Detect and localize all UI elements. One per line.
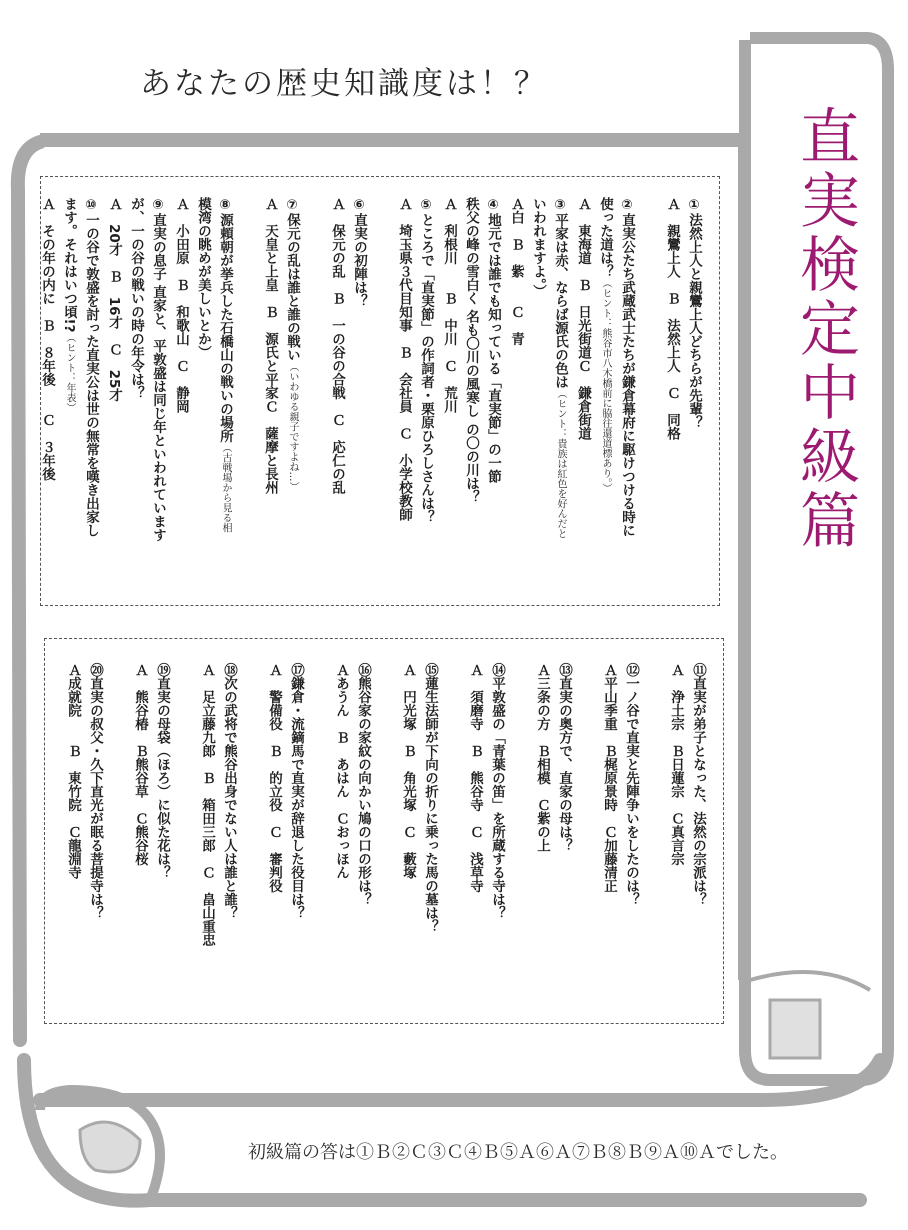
- question-text: ⑤ところで「直実節」の作詞者・栗原ひろしさんは？: [418, 197, 434, 524]
- question-text: ⑦保元の乱は誰と誰の戦い（いわゆる親子ですよね…）: [284, 197, 300, 492]
- question-item: [665, 663, 709, 906]
- question-item: [326, 197, 370, 494]
- answer-options: Ａ成就院 Ｂ 東竹院 Ｃ龍淵寺: [65, 663, 81, 879]
- vertical-title: 直実検定中級篇: [790, 105, 860, 553]
- question-item: [661, 197, 705, 440]
- question-text: ⑱次の武将で熊谷出身でない人は誰と誰？: [221, 663, 237, 920]
- question-text: ⑧源頼朝が挙兵した石橋山の戦いの場所（古戦場から見る相: [217, 197, 233, 533]
- answer-options: Ａ 須磨寺 Ｂ 熊谷寺 Ｃ 浅草寺: [467, 663, 483, 893]
- question-item: [196, 663, 240, 947]
- answer-options: Ａ 親鸞上人 Ｂ 法然上人 Ｃ 同格: [664, 197, 680, 440]
- question-text: ⑮蓮生法師が下向の折りに乗った馬の墓は？: [422, 663, 438, 933]
- question-box-2: [44, 638, 724, 1024]
- answer-options: Ａ 熊谷椿 Ｂ熊谷草 Ｃ熊谷桜: [132, 663, 148, 866]
- question-item: [263, 663, 307, 920]
- question-text: ⑨直実の息子 直家と、平敦盛は同じ年といわれています: [150, 197, 166, 542]
- question-text: ⑬直実の奥方で、直家の母は？: [556, 663, 572, 852]
- question-item: [170, 197, 236, 533]
- question-hint: （古戦場から見る相: [220, 442, 231, 533]
- answer-options: Ａ 小田原 Ｂ 和歌山 Ｃ 静岡: [173, 197, 189, 413]
- answer-options: Ａ その年の内に Ｂ ８年後 Ｃ ３年後: [39, 197, 55, 481]
- question-text-cont: ます。それはいつ頃!?（ヒント：年表）: [61, 197, 77, 413]
- question-item: [36, 197, 102, 537]
- question-text: ⑲直実の母袋（ほろ）に似た花は？: [154, 663, 170, 879]
- answer-options: Ａ 埼玉県３代目知事 Ｂ 会社員 Ｃ 小学校教師: [396, 197, 412, 521]
- answer-options: Ａ 円光塚 Ｂ 角光塚 Ｃ 藪塚: [400, 663, 416, 879]
- question-text: ①法然上人と親鸞上人どちらが先輩？: [686, 197, 702, 429]
- question-item: [103, 197, 169, 542]
- question-text-cont: 使った道は？（ヒント：熊谷市八木橋前に脇往還道標あり。）: [597, 197, 613, 493]
- question-item: [598, 663, 642, 906]
- page-heading: あなたの歴史知識度は！？: [140, 66, 548, 102]
- question-item: [393, 197, 437, 524]
- question-item: [62, 663, 106, 920]
- question-text: ⑩一の谷で敦盛を討った直実公は世の無常を嘆き出家し: [83, 197, 99, 537]
- answer-options: Ａ 天皇と上皇 Ｂ 源氏と平家Ｃ 薩摩と長州: [262, 197, 278, 494]
- answer-options: Ａ 浄土宗 Ｂ日蓮宗 Ｃ真言宗: [668, 663, 684, 866]
- question-text: ⑪直実が弟子となった、法然の宗派は？: [690, 663, 706, 906]
- question-text: ⑳直実の叔父・久下直光が眠る菩提寺は？: [87, 663, 103, 920]
- answer-line: 初級篇の答は①Ｂ②Ｃ③Ｃ④Ｂ⑤Ａ⑥Ａ⑦Ｂ⑧Ｂ⑨Ａ⑩Ａでした。: [248, 1142, 788, 1163]
- question-item: [531, 663, 575, 852]
- question-item: [259, 197, 303, 494]
- question-text: ⑰鎌倉・流鏑馬で直実が辞退した役目は？: [288, 663, 304, 920]
- answer-options: Ａ 保元の乱 Ｂ 一の谷の合戦 Ｃ 応仁の乱: [329, 197, 345, 494]
- answer-options: Ａ三条の方 Ｂ相模 Ｃ紫の上: [534, 663, 550, 852]
- question-text-cont: が、一の谷の戦いの時の年令は？: [128, 197, 144, 400]
- question-text-cont: 模湾の眺めが美しいとか）: [195, 197, 211, 359]
- answer-options: Ａ平山季重 Ｂ梶原景時 Ｃ加藤清正: [601, 663, 617, 893]
- answer-options: Ａ 警備役 Ｂ 的立役 Ｃ 審判役: [266, 663, 282, 893]
- question-hint: （ヒント：年表）: [64, 332, 75, 413]
- question-text: ②直実公たち武蔵武士たちが鎌倉幕府に駆けつける時に: [619, 197, 635, 537]
- question-item: [397, 663, 441, 933]
- question-hint: （ヒント：熊谷市八木橋前に脇往還道標あり。）: [600, 278, 611, 493]
- answer-options: Ａ白 Ｂ 紫 Ｃ 青: [508, 197, 524, 346]
- question-item: [438, 197, 504, 503]
- answer-options: Ａ 20才 Ｂ 16才 Ｃ 25才: [106, 197, 122, 402]
- question-text: ⑯熊谷家の家紋の向かい鳩の口の形は？: [355, 663, 371, 906]
- question-item: [464, 663, 508, 920]
- answer-options: Ａ 利根川 Ｂ 中川 Ｃ 荒川: [441, 197, 457, 413]
- answer-options: Ａ 足立藤九郎 Ｂ 箱田三郎 Ｃ 畠山重忠: [199, 663, 215, 947]
- question-item: [330, 663, 374, 906]
- question-text: ⑥直実の初陣は？: [351, 197, 367, 308]
- question-item: [505, 197, 571, 539]
- question-item: [572, 197, 638, 537]
- question-text: ⑭平敦盛の「青葉の笛」を所蔵する寺は？: [489, 663, 505, 920]
- question-box-1: [40, 176, 720, 606]
- answer-options: Ａ 東海道 Ｂ 日光街道Ｃ 鎌倉街道: [575, 197, 591, 440]
- question-text: ③平家は赤、ならば源氏の色は（ヒント：貴族は紅色を好んだと: [552, 197, 568, 539]
- question-text: ④地元では誰でも知っている「直実節」の一節: [485, 197, 501, 483]
- question-item: [129, 663, 173, 879]
- question-text: ⑫一ノ谷で直実と先陣争いをしたのは？: [623, 663, 639, 906]
- answer-options: Ａあうん Ｂ あはん Ｃおっほん: [333, 663, 349, 879]
- question-hint: （ヒント：貴族は紅色を好んだと: [555, 388, 566, 539]
- question-text-cont: 秩父の峰の雪白く 名も〇川の風寒し の〇の川は？: [463, 197, 479, 504]
- question-hint: （いわゆる親子ですよね…）: [287, 361, 298, 492]
- question-text-cont: いわれますよ。）: [530, 197, 546, 299]
